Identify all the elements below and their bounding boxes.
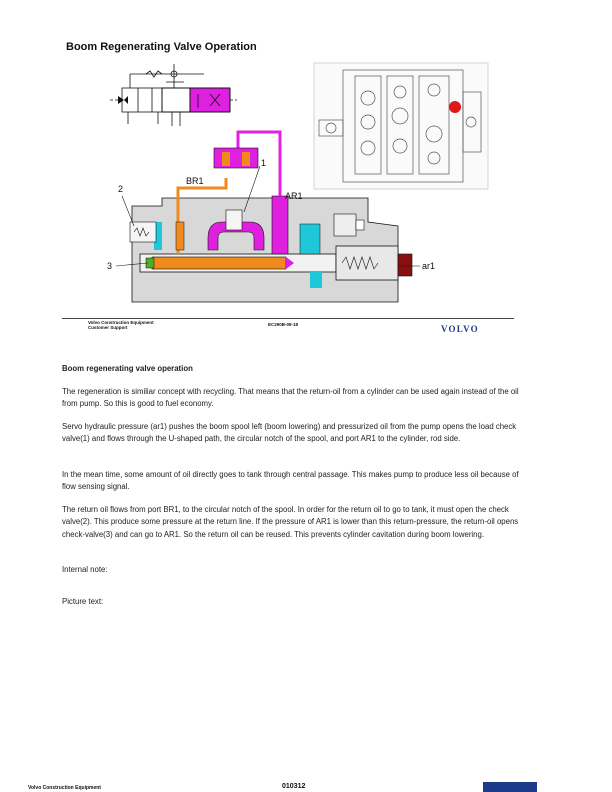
callout-br1: BR1	[186, 176, 204, 186]
valve-cross-section	[98, 126, 440, 318]
page-footer-logo	[483, 782, 537, 792]
notes-paragraph-3: In the mean time, some amount of oil directly goes to tank through central passage. This makes pump to produce less oil because of flow sensing signal.	[62, 470, 519, 492]
callout-ar1-port: AR1	[285, 191, 303, 201]
page-footer-company: Volvo Construction Equipment	[28, 785, 101, 791]
notes-heading: Boom regenerating valve operation	[62, 364, 193, 373]
callout-2: 2	[118, 184, 124, 194]
slide-title: Boom Regenerating Valve Operation	[66, 41, 257, 53]
hydraulic-symbol-diagram	[108, 60, 238, 128]
picture-text-label: Picture text:	[62, 597, 104, 606]
notes-paragraph-4: The return oil flows from port BR1, to the circular notch of the spool. In order for the return oil to go to tank, it must open the check valve(2). This produce some pressure at the return line. If the pressure of AR1 is lower than this return-pressure, the return-oil opens check-valve(3) and can go to AR1. So the return oil can be reused. This prevents cylinder cavitation during boom lowering.	[62, 505, 519, 539]
callout-1: 1	[261, 158, 267, 168]
slide-footer-company: Volvo Construction Equipment Customer Support	[88, 320, 154, 330]
notes-paragraph-1: The regeneration is similiar concept with recycling. That means that the return-oil from a cylinder can be used again instead of the oil from pump. So this is good to fuel economy.	[62, 387, 519, 409]
active-spool-position	[190, 88, 230, 112]
slide-footer-code: EC290B-09-18	[268, 322, 299, 327]
slide-footer-rule	[62, 318, 514, 319]
pilot-port-ar1	[398, 254, 412, 276]
highlight-marker	[449, 101, 461, 113]
notes-paragraph-2: Servo hydraulic pressure (ar1) pushes the boom spool left (boom lowering) and pressurized oil from the pump opens the load check valve(1) and flows through the U-shaped path, the circular notch of the spool, and port AR1 to the cylinder, rod side.	[62, 422, 517, 444]
port-ar1-channel	[272, 196, 288, 254]
page-footer-code: 010312	[282, 783, 306, 790]
callout-ar1-pilot: ar1	[422, 261, 436, 271]
callout-3: 3	[107, 261, 113, 271]
volvo-logo: VOLVO	[441, 324, 479, 334]
spool-pressurized	[152, 257, 286, 269]
internal-note-label: Internal note:	[62, 565, 108, 574]
